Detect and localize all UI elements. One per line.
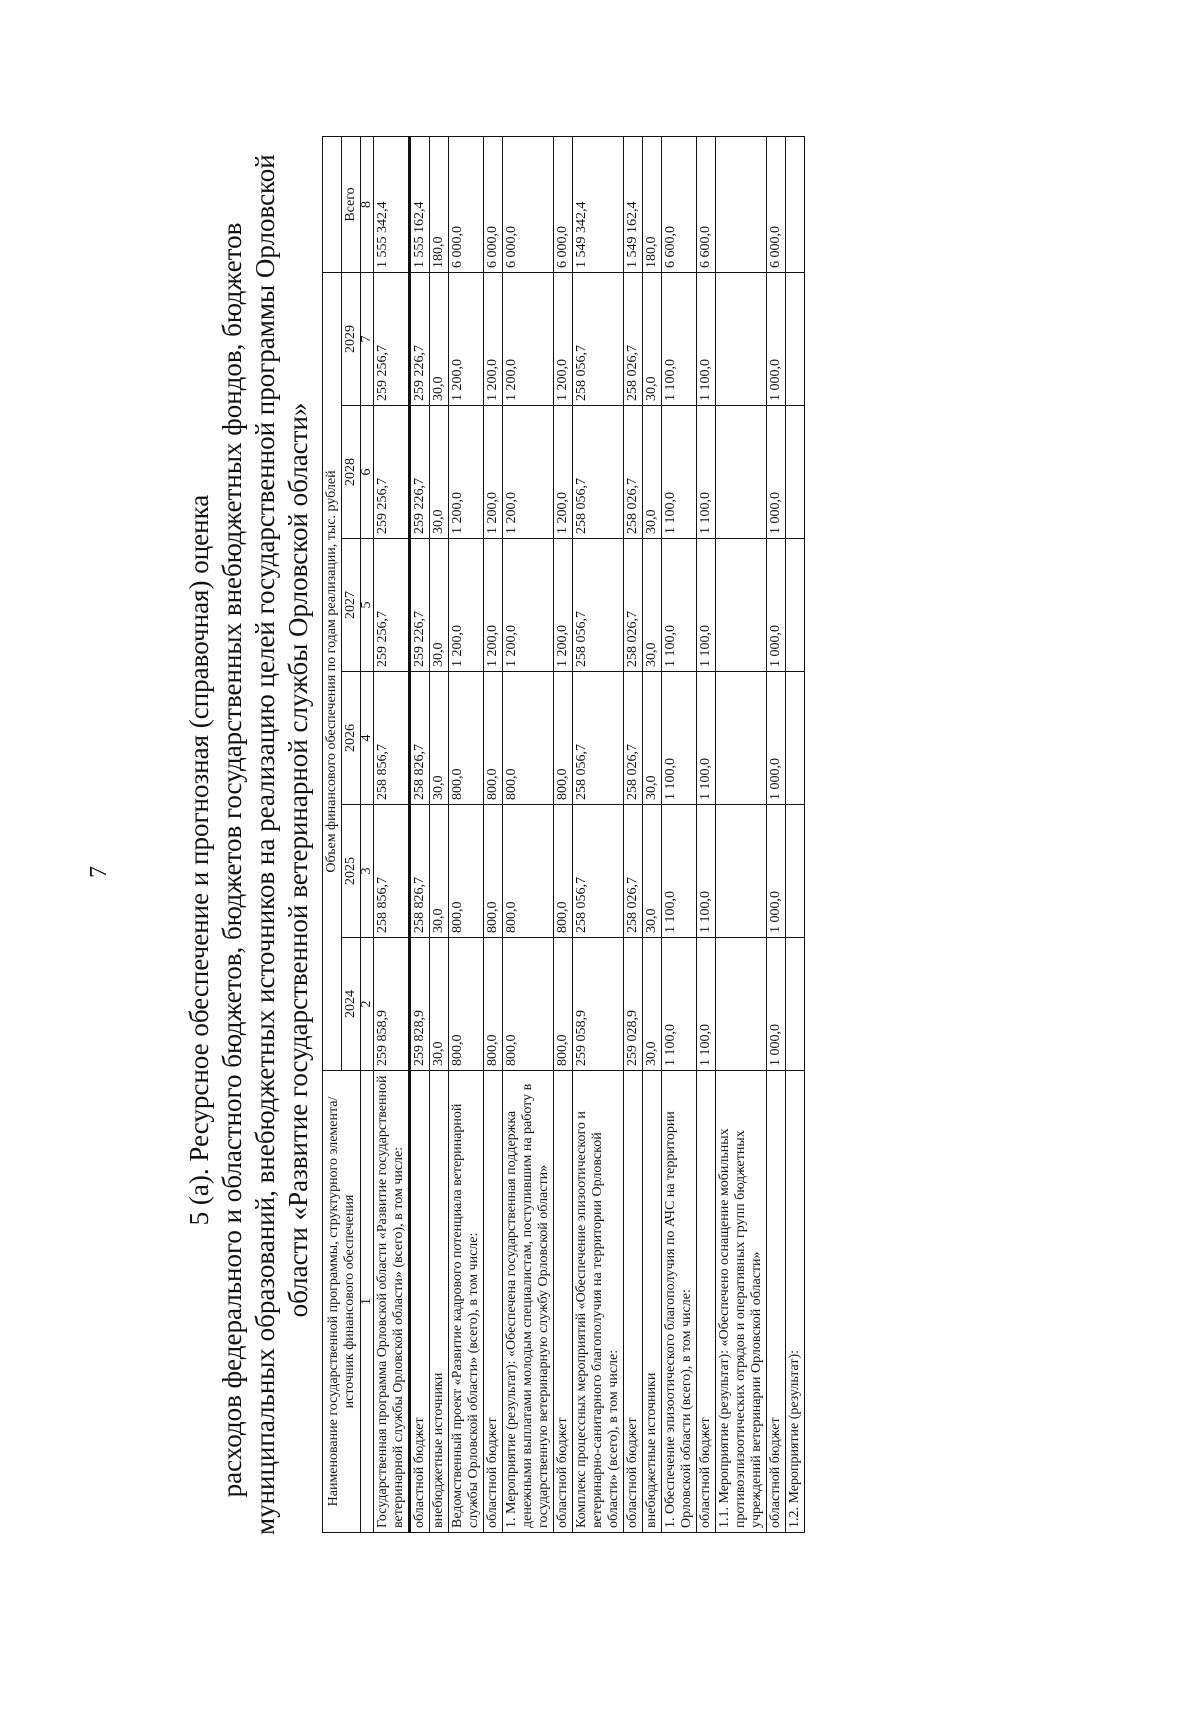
value-cell: 800,0 bbox=[554, 938, 573, 1071]
value-cell: 258 026,7 bbox=[624, 273, 643, 406]
header-year-2027: 2027 bbox=[342, 539, 361, 672]
header-year-2029: 2029 bbox=[342, 273, 361, 406]
heading-line-4: области «Развитие государственной ветеринарной службы Орловской области» bbox=[283, 402, 313, 1318]
value-cell: 1 200,0 bbox=[554, 539, 573, 672]
value-cell: 30,0 bbox=[643, 938, 662, 1071]
index-cell: 6 bbox=[361, 406, 374, 539]
value-cell: 1 100,0 bbox=[662, 406, 697, 539]
value-cell: 30,0 bbox=[643, 539, 662, 672]
document-heading bbox=[183, 154, 315, 1535]
value-cell: 259 256,7 bbox=[374, 539, 410, 672]
value-cell: 1 549 342,4 bbox=[573, 137, 624, 273]
table-row bbox=[410, 137, 430, 1533]
value-cell: 258 856,7 bbox=[374, 672, 410, 805]
value-cell: 800,0 bbox=[503, 938, 554, 1071]
value-cell: 1 200,0 bbox=[484, 406, 503, 539]
value-cell: 30,0 bbox=[643, 273, 662, 406]
value-cell: 258 826,7 bbox=[410, 805, 430, 938]
value-cell: 30,0 bbox=[643, 672, 662, 805]
header-year-2028: 2028 bbox=[342, 406, 361, 539]
row-name-cell: областной бюджет bbox=[410, 1071, 430, 1533]
value-cell: 259 028,9 bbox=[624, 938, 643, 1071]
value-cell: 30,0 bbox=[643, 805, 662, 938]
value-cell: 30,0 bbox=[643, 406, 662, 539]
value-cell: 1 100,0 bbox=[697, 539, 716, 672]
value-cell: 180,0 bbox=[430, 137, 449, 273]
table-row bbox=[697, 137, 716, 1533]
value-cell: 6 000,0 bbox=[449, 137, 484, 273]
table-row bbox=[662, 137, 697, 1533]
value-cell: 258 826,7 bbox=[410, 672, 430, 805]
index-cell: 5 bbox=[361, 539, 374, 672]
header-name-cell: Наименование государственной программы, структурного элемента/источник финансового обеспечения bbox=[323, 1071, 361, 1533]
value-cell: 258 026,7 bbox=[624, 539, 643, 672]
value-cell: 800,0 bbox=[554, 805, 573, 938]
value-cell: 258 056,7 bbox=[573, 406, 624, 539]
value-cell bbox=[716, 273, 767, 406]
value-cell: 1 100,0 bbox=[662, 805, 697, 938]
value-cell bbox=[786, 539, 805, 672]
row-name-cell: 1.1. Мероприятие (результат): «Обеспечено оснащение мобильных противоэпизоотических отрядов и оперативных групп бюджетных учреждений ветеринарии Орловской области» bbox=[716, 1071, 767, 1533]
value-cell: 1 200,0 bbox=[449, 406, 484, 539]
value-cell: 1 000,0 bbox=[767, 938, 786, 1071]
value-cell: 800,0 bbox=[449, 672, 484, 805]
table-row bbox=[374, 137, 410, 1533]
value-cell bbox=[786, 938, 805, 1071]
table-row bbox=[484, 137, 503, 1533]
value-cell: 258 056,7 bbox=[573, 273, 624, 406]
value-cell: 1 000,0 bbox=[767, 406, 786, 539]
index-cell: 7 bbox=[361, 273, 374, 406]
header-group-cell: Объем финансового обеспечения по годам реализации, тыс. рублей bbox=[323, 273, 342, 1071]
value-cell bbox=[716, 805, 767, 938]
value-cell: 6 000,0 bbox=[554, 137, 573, 273]
value-cell: 1 555 162,4 bbox=[410, 137, 430, 273]
value-cell: 1 100,0 bbox=[697, 938, 716, 1071]
heading-line-1: 5 (а). Ресурсное обеспечение и прогнозная (справочная) оценка bbox=[184, 494, 214, 1226]
value-cell: 258 026,7 bbox=[624, 406, 643, 539]
row-name-cell: Комплекс процессных мероприятий «Обеспечение эпизоотического и ветеринарно-санитарного благополучия на территории Орловской области» (всего), в том числе: bbox=[573, 1071, 624, 1533]
value-cell: 259 858,9 bbox=[374, 938, 410, 1071]
index-cell: 3 bbox=[361, 805, 374, 938]
table-row bbox=[503, 137, 554, 1533]
value-cell bbox=[716, 539, 767, 672]
value-cell: 800,0 bbox=[484, 805, 503, 938]
row-name-cell: Ведомственный проект «Развитие кадрового потенциала ветеринарной службы Орловской области» (всего), в том числе: bbox=[449, 1071, 484, 1533]
value-cell: 800,0 bbox=[503, 672, 554, 805]
header-year-2026: 2026 bbox=[342, 672, 361, 805]
header-year-2024: 2024 bbox=[342, 938, 361, 1071]
table-row bbox=[449, 137, 484, 1533]
header-total: Всего bbox=[342, 137, 361, 273]
value-cell: 1 100,0 bbox=[662, 273, 697, 406]
row-name-cell: Государственная программа Орловской области «Развитие государственной ветеринарной службы Орловской области» (всего), в том числе: bbox=[374, 1071, 410, 1533]
value-cell: 800,0 bbox=[554, 672, 573, 805]
value-cell: 1 100,0 bbox=[662, 672, 697, 805]
value-cell: 30,0 bbox=[430, 406, 449, 539]
value-cell: 1 549 162,4 bbox=[624, 137, 643, 273]
row-name-cell: областной бюджет bbox=[554, 1071, 573, 1533]
value-cell: 6 000,0 bbox=[503, 137, 554, 273]
value-cell bbox=[786, 672, 805, 805]
value-cell: 30,0 bbox=[430, 539, 449, 672]
value-cell: 259 828,9 bbox=[410, 938, 430, 1071]
value-cell: 1 200,0 bbox=[503, 273, 554, 406]
value-cell: 1 555 342,4 bbox=[374, 137, 410, 273]
value-cell: 1 000,0 bbox=[767, 672, 786, 805]
row-name-cell: областной бюджет bbox=[624, 1071, 643, 1533]
value-cell: 30,0 bbox=[430, 273, 449, 406]
value-cell: 1 000,0 bbox=[767, 273, 786, 406]
value-cell: 1 200,0 bbox=[449, 273, 484, 406]
value-cell: 1 200,0 bbox=[503, 406, 554, 539]
value-cell: 30,0 bbox=[430, 805, 449, 938]
value-cell bbox=[716, 137, 767, 273]
value-cell: 1 100,0 bbox=[697, 273, 716, 406]
value-cell: 1 100,0 bbox=[662, 938, 697, 1071]
value-cell: 1 200,0 bbox=[484, 539, 503, 672]
value-cell: 180,0 bbox=[643, 137, 662, 273]
value-cell bbox=[716, 672, 767, 805]
value-cell: 800,0 bbox=[484, 672, 503, 805]
table-row bbox=[643, 137, 662, 1533]
table-row bbox=[786, 137, 805, 1533]
table-row bbox=[716, 137, 767, 1533]
value-cell: 259 226,7 bbox=[410, 539, 430, 672]
value-cell bbox=[786, 805, 805, 938]
value-cell: 258 056,7 bbox=[573, 539, 624, 672]
index-cell: 4 bbox=[361, 672, 374, 805]
value-cell: 258 856,7 bbox=[374, 805, 410, 938]
table-index-row bbox=[361, 137, 374, 1533]
table-row bbox=[573, 137, 624, 1533]
value-cell: 1 100,0 bbox=[697, 805, 716, 938]
value-cell: 1 100,0 bbox=[662, 539, 697, 672]
value-cell: 6 600,0 bbox=[697, 137, 716, 273]
value-cell: 1 000,0 bbox=[767, 539, 786, 672]
value-cell: 258 056,7 bbox=[573, 805, 624, 938]
value-cell bbox=[786, 137, 805, 273]
funding-table bbox=[322, 136, 805, 1533]
table-header-row-1 bbox=[323, 137, 342, 1533]
index-cell: 1 bbox=[361, 1071, 374, 1533]
table-row bbox=[624, 137, 643, 1533]
value-cell: 1 200,0 bbox=[554, 406, 573, 539]
table-row bbox=[554, 137, 573, 1533]
index-cell: 8 bbox=[361, 137, 374, 273]
value-cell: 800,0 bbox=[449, 805, 484, 938]
row-name-cell: 1. Мероприятие (результат): «Обеспечена государственная поддержка денежными выплатами молодым специалистам, поступившим на работу в государственную ветеринарную службу Орловской области» bbox=[503, 1071, 554, 1533]
value-cell bbox=[716, 406, 767, 539]
value-cell: 259 226,7 bbox=[410, 273, 430, 406]
page-number: 7 bbox=[86, 866, 112, 878]
value-cell: 1 200,0 bbox=[484, 273, 503, 406]
value-cell: 259 256,7 bbox=[374, 406, 410, 539]
heading-line-2: расходов федерального и областного бюджетов, бюджетов государственных внебюджетных фондов, бюджетов bbox=[217, 222, 247, 1498]
row-name-cell: областной бюджет bbox=[767, 1071, 786, 1533]
value-cell: 258 056,7 bbox=[573, 672, 624, 805]
value-cell: 258 026,7 bbox=[624, 672, 643, 805]
row-name-cell: областной бюджет bbox=[697, 1071, 716, 1533]
value-cell: 6 000,0 bbox=[484, 137, 503, 273]
value-cell: 1 200,0 bbox=[554, 273, 573, 406]
value-cell: 1 100,0 bbox=[697, 672, 716, 805]
row-name-cell: 1. Обеспечение эпизоотического благополучия по АЧС на территории Орловской области (всего), в том числе: bbox=[662, 1071, 697, 1533]
table-row bbox=[430, 137, 449, 1533]
value-cell: 30,0 bbox=[430, 672, 449, 805]
value-cell: 1 200,0 bbox=[503, 539, 554, 672]
value-cell: 1 000,0 bbox=[767, 805, 786, 938]
value-cell: 258 026,7 bbox=[624, 805, 643, 938]
value-cell: 800,0 bbox=[484, 938, 503, 1071]
row-name-cell: внебюджетные источники bbox=[430, 1071, 449, 1533]
value-cell: 6 600,0 bbox=[662, 137, 697, 273]
value-cell: 259 256,7 bbox=[374, 273, 410, 406]
value-cell: 259 226,7 bbox=[410, 406, 430, 539]
value-cell: 800,0 bbox=[503, 805, 554, 938]
value-cell: 800,0 bbox=[449, 938, 484, 1071]
value-cell: 259 058,9 bbox=[573, 938, 624, 1071]
table-row bbox=[767, 137, 786, 1533]
heading-line-3: муниципальных образований, внебюджетных источников на реализацию целей государственной программы Орловской bbox=[250, 154, 280, 1535]
value-cell: 1 100,0 bbox=[697, 406, 716, 539]
row-name-cell: внебюджетные источники bbox=[643, 1071, 662, 1533]
value-cell: 30,0 bbox=[430, 938, 449, 1071]
value-cell bbox=[786, 273, 805, 406]
header-empty-cell bbox=[323, 137, 342, 273]
value-cell bbox=[716, 938, 767, 1071]
row-name-cell: областной бюджет bbox=[484, 1071, 503, 1533]
row-name-cell: 1.2. Мероприятие (результат): bbox=[786, 1071, 805, 1533]
header-year-2025: 2025 bbox=[342, 805, 361, 938]
value-cell: 6 000,0 bbox=[767, 137, 786, 273]
index-cell: 2 bbox=[361, 938, 374, 1071]
value-cell bbox=[786, 406, 805, 539]
value-cell: 1 200,0 bbox=[449, 539, 484, 672]
